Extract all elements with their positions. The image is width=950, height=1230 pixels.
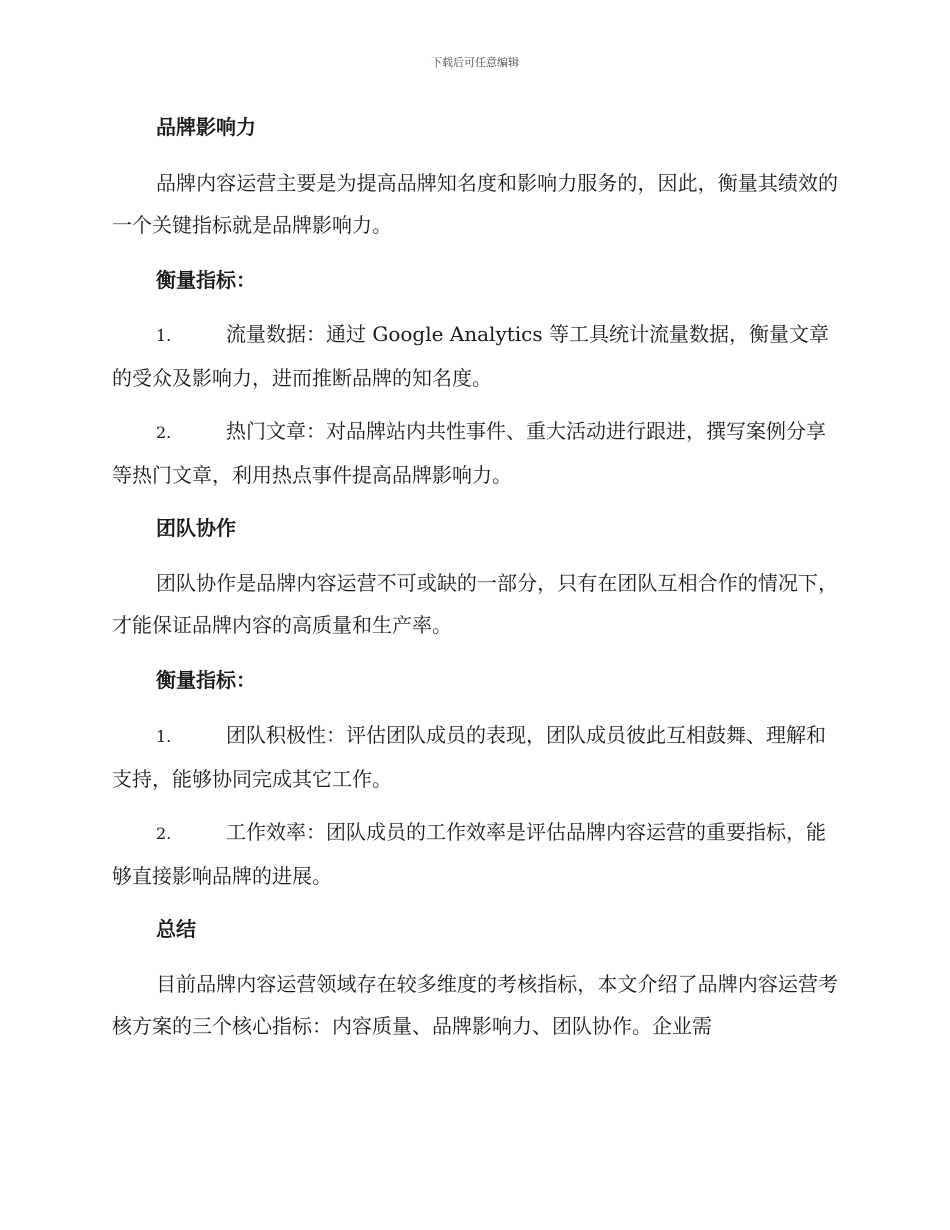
- metrics-heading: 衡量指标：: [156, 668, 256, 692]
- page-header: 下载后可任意编辑: [431, 56, 519, 69]
- summary-heading: 总结: [156, 917, 196, 941]
- list-item-text: 热门文章：对品牌站内共性事件、重大活动进行跟进，撰写案例分享等热门文章，利用热点事件提高品牌影响力。: [112, 419, 826, 487]
- section-paragraph-brand-influence: 品牌内容运营主要是为提高品牌知名度和影响力服务的，因此，衡量其绩效的一个关键指标就是品牌影响力。: [112, 171, 838, 237]
- list-item-text: 团队积极性：评估团队成员的表现，团队成员彼此互相鼓舞、理解和支持，能够协同完成其它工作。: [112, 723, 826, 791]
- list-item: [112, 313, 838, 399]
- list-number: 1.: [156, 326, 172, 345]
- list-item-text: 流量数据：通过 Google Analytics 等工具统计流量数据，衡量文章的受众及影响力，进而推断品牌的知名度。: [112, 322, 830, 390]
- list-item: [112, 811, 838, 897]
- list-item: [112, 714, 838, 800]
- list-item-text: 工作效率：团队成员的工作效率是评估品牌内容运营的重要指标，能够直接影响品牌的进展。: [112, 820, 826, 888]
- section-heading-brand-influence: 品牌影响力: [156, 115, 256, 139]
- list-number: 2.: [156, 423, 172, 442]
- metrics-heading: 衡量指标：: [156, 268, 256, 292]
- section-paragraph-teamwork: 团队协作是品牌内容运营不可或缺的一部分，只有在团队互相合作的情况下，才能保证品牌内容的高质量和生产率。: [112, 571, 838, 637]
- summary-paragraph: 目前品牌内容运营领域存在较多维度的考核指标，本文介绍了品牌内容运营考核方案的三个核心指标：内容质量、品牌影响力、团队协作。企业需: [112, 972, 838, 1038]
- list-item: [112, 410, 838, 496]
- section-heading-teamwork: 团队协作: [156, 516, 236, 540]
- list-number: 2.: [156, 824, 172, 843]
- list-number: 1.: [156, 727, 172, 746]
